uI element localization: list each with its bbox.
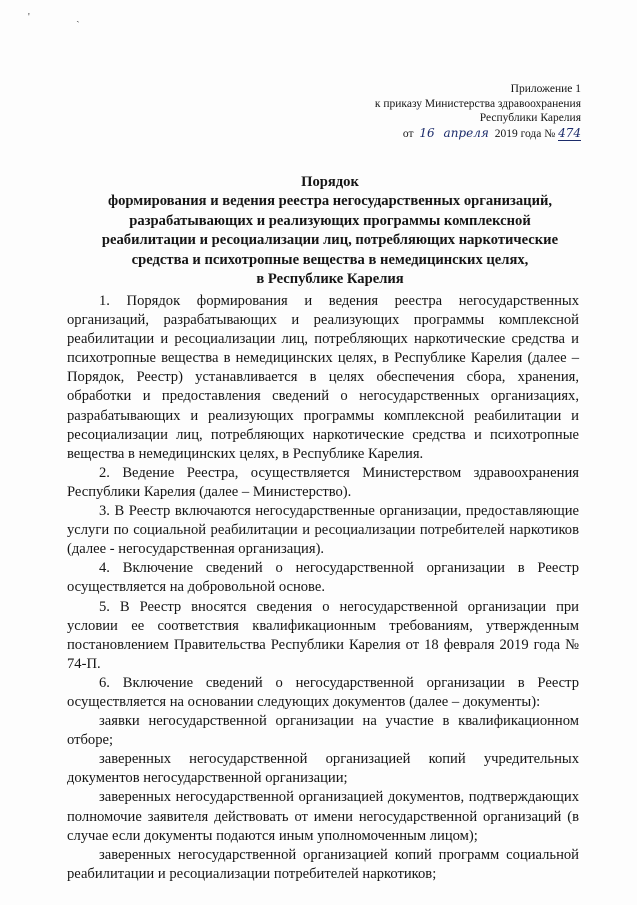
- list-item-charter-copies: заверенных негосударственной организацией копий учредительных документов негосударственной организации;: [67, 751, 579, 787]
- title-line-3: реабилитации и ресоциализации лиц, потребляющих наркотические: [101, 232, 559, 249]
- appendix-line-3: Республики Карелия: [479, 112, 581, 124]
- paragraph-4: 4. Включение сведений о негосударственной организации в Реестр осуществляется на добровольной основе.: [67, 560, 579, 596]
- title-line-2: разрабатывающих и реализующих программы комплексной: [129, 212, 531, 229]
- paragraph-1: 1. Порядок формирования и ведения реестра негосударственных организаций, разрабатывающих и реализующих программы комплексной реабилитации и ресоциализации лиц, потребляющих наркотические средства и психотропные вещества в немедицинских целях, в Республике Карелия (далее – Порядок, Реестр) устанавливается в целях обеспечения сбора, хранения, обработки и предоставления сведений о негосударственных организациях, разрабатывающих и реализующих программы комплексной реабилитации и ресоциализации лиц, потребляющих наркотические средства и психотропные вещества в немедицинских целях, в Республике Карелия.: [67, 293, 579, 462]
- appendix-date-line: [375, 126, 581, 142]
- appendix-line-1: Приложение 1: [510, 83, 581, 95]
- appendix-line-2: к приказу Министерства здравоохранения: [374, 97, 581, 110]
- document-body: [67, 292, 579, 884]
- scan-specks: ' ˎ: [28, 12, 102, 23]
- list-item-authority-documents: заверенных негосударственной организацией документов, подтверждающих полномочие заявителя действовать от имени негосударственной организаций (в случае если документы подаются иным уполномоченным лицом);: [67, 789, 579, 844]
- list-item-program-copies: заверенных негосударственной организацией копий программ социальной реабилитации и ресоциализации потребителей наркотиков;: [67, 846, 579, 882]
- handwritten-order-number: 474: [558, 125, 581, 140]
- title-heading: Порядок: [301, 174, 359, 190]
- paragraph-2: 2. Ведение Реестра, осуществляется Министерством здравоохранения Республики Карелия (далее – Министерство).: [67, 464, 579, 500]
- handwritten-date-month: апреля: [443, 125, 489, 140]
- date-prefix: от: [402, 127, 414, 140]
- list-item-application: заявки негосударственной организации на участие в квалификационном отборе;: [67, 713, 579, 749]
- paragraph-5: 5. В Реестр вносятся сведения о негосударственной организации при условии ее соответствия квалификационным требованиям, утвержденным постановлением Правительства Республики Карелия от 18 февраля 2019 года № 74-П.: [67, 598, 579, 672]
- paragraph-6: 6. Включение сведений о негосударственной организации в Реестр осуществляется на основании следующих документов (далее – документы):: [67, 674, 579, 710]
- appendix-header: [375, 82, 581, 141]
- handwritten-date-day: 16: [419, 125, 435, 140]
- title-line-1: формирования и ведения реестра негосударственных организаций,: [107, 193, 553, 210]
- date-year-text: 2019 года №: [494, 127, 556, 140]
- document-title: [70, 173, 590, 289]
- paragraph-3: 3. В Реестр включаются негосударственные организации, предоставляющие услуги по социальной реабилитации и ресоциализации потребителей наркотиков (далее - негосударственная организация).: [67, 503, 579, 558]
- title-line-4: средства и психотропные вещества в немедицинских целях,: [131, 251, 529, 268]
- title-line-5: в Республике Карелия: [256, 271, 404, 288]
